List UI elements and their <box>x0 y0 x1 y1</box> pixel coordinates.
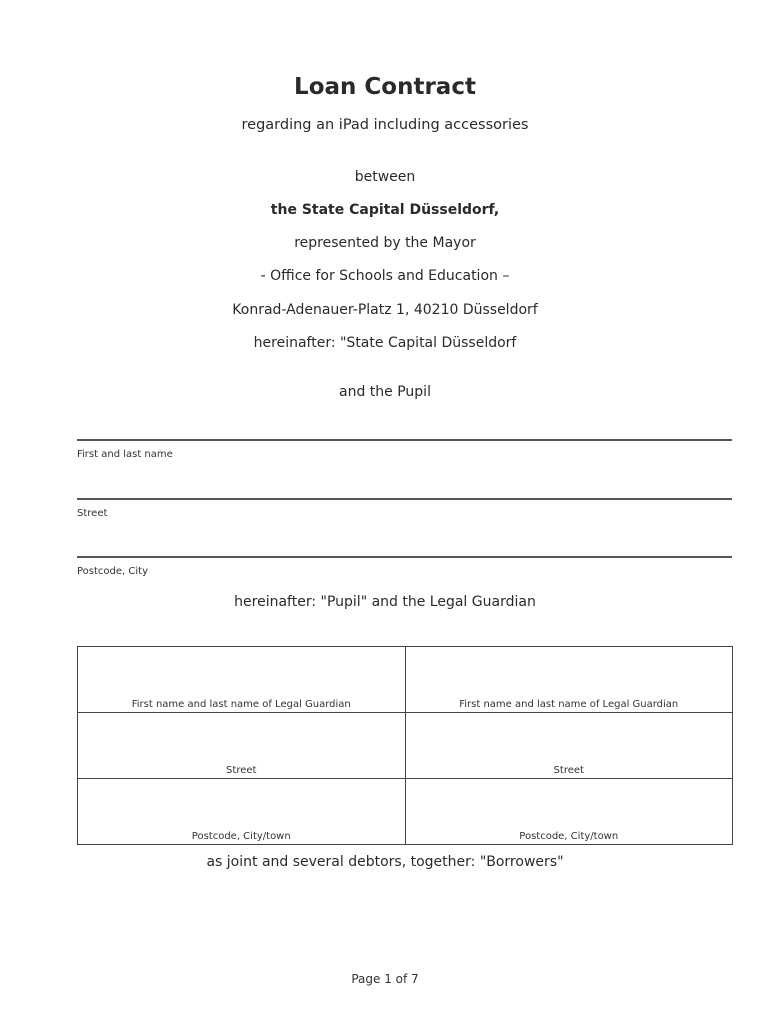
office-text: - Office for Schools and Education – <box>260 268 510 284</box>
guardian1-postcode-cell[interactable]: Postcode, City/town <box>78 779 406 845</box>
address-text: Konrad-Adenauer-Platz 1, 40210 Düsseldorf <box>232 302 538 318</box>
pupil-postcode-field[interactable] <box>77 556 732 558</box>
joint-debtors-text: as joint and several debtors, together: "Borrowers" <box>206 854 564 870</box>
hereinafter-pupil: hereinafter: "Pupil" and the Legal Guardian <box>234 594 536 610</box>
document-subtitle: regarding an iPad including accessories <box>241 117 529 133</box>
represented-text: represented by the Mayor <box>294 235 476 251</box>
pupil-street-label: Street <box>77 508 108 519</box>
pupil-name-field[interactable] <box>77 439 732 441</box>
page-number: Page 1 of 7 <box>351 972 419 986</box>
table-row <box>78 713 733 779</box>
hereinafter-party1: hereinafter: "State Capital Düsseldorf <box>253 335 517 351</box>
party1-name: the State Capital Düsseldorf, <box>270 202 500 218</box>
document-title: Loan Contract <box>294 74 476 100</box>
and-pupil-text: and the Pupil <box>339 384 431 400</box>
guardian1-street-cell[interactable]: Street <box>78 713 406 779</box>
table-row <box>78 647 733 713</box>
between-text: between <box>354 169 416 185</box>
pupil-name-label: First and last name <box>77 449 173 460</box>
guardian2-street-cell[interactable]: Street <box>405 713 733 779</box>
guardian-table <box>77 646 733 845</box>
table-row <box>78 779 733 845</box>
guardian1-name-cell[interactable]: First name and last name of Legal Guardian <box>78 647 406 713</box>
pupil-postcode-label: Postcode, City <box>77 566 148 577</box>
pupil-street-field[interactable] <box>77 498 732 500</box>
guardian2-name-cell[interactable]: First name and last name of Legal Guardian <box>405 647 733 713</box>
guardian2-postcode-cell[interactable]: Postcode, City/town <box>405 779 733 845</box>
